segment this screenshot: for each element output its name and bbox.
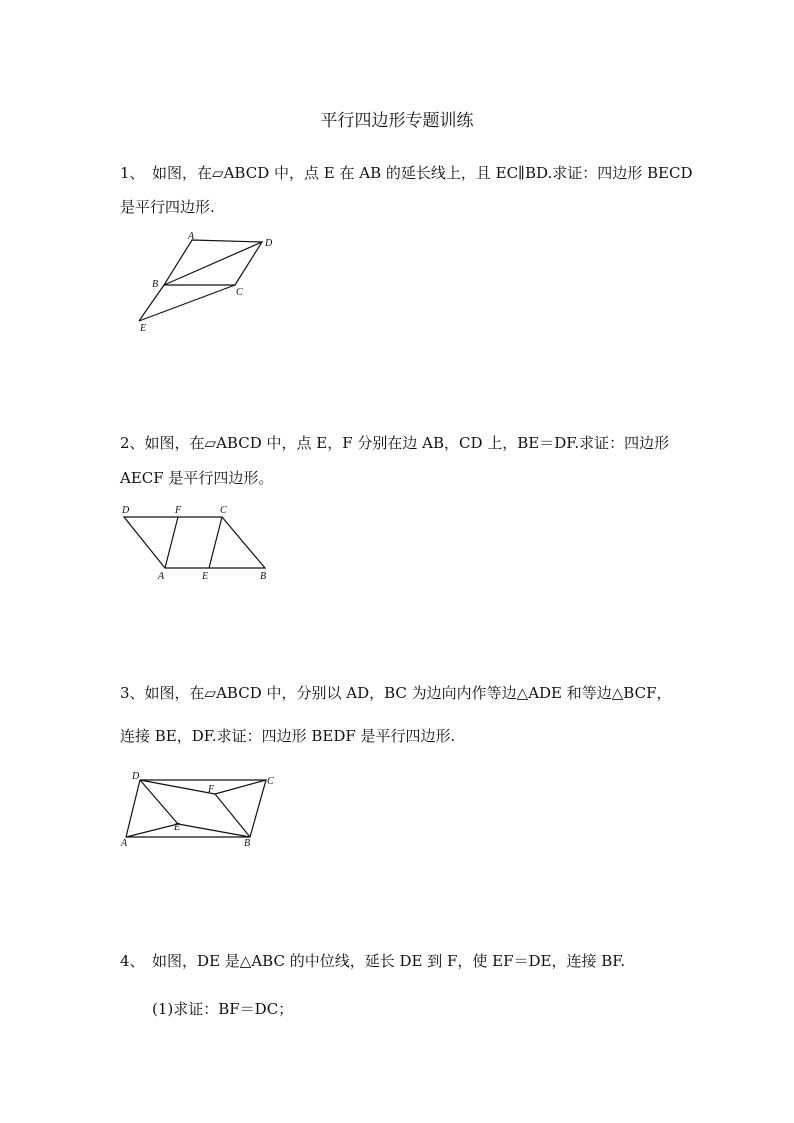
parallelogram-abcd xyxy=(124,517,265,568)
label-f: F xyxy=(208,784,215,795)
label-f: F xyxy=(175,505,182,516)
segment-ec xyxy=(139,285,235,321)
label-a: A xyxy=(158,571,165,582)
problem-4-subquestion-1: (1)求证：BF＝DC； xyxy=(152,1000,294,1018)
label-c: C xyxy=(267,776,274,787)
diagonal-bd xyxy=(164,242,262,285)
segment-df xyxy=(140,780,215,794)
label-a: A xyxy=(121,838,128,849)
problem-3-line-1: 3、如图，在▱ABCD 中，分别以 AD，BC 为边向内作等边△ADE 和等边△BCF， xyxy=(120,684,672,702)
problem-2-line-1: 2、如图，在▱ABCD 中，点 E，F 分别在边 AB，CD 上，BE＝DF.求证：四边形 xyxy=(120,434,670,452)
label-d: D xyxy=(122,505,130,516)
label-e: E xyxy=(202,571,209,582)
label-e: E xyxy=(140,323,147,334)
problem-2-figure xyxy=(118,502,278,584)
label-e: E xyxy=(174,822,181,833)
segment-ec xyxy=(209,517,222,568)
problem-1-line-1: 1、 如图，在▱ABCD 中，点 E 在 AB 的延长线上，且 EC∥BD.求证：四边形 BECD xyxy=(120,164,693,182)
problem-1-line-2: 是平行四边形. xyxy=(120,198,215,216)
problem-3-line-2: 连接 BE，DF.求证：四边形 BEDF 是平行四边形. xyxy=(120,727,456,745)
label-c: C xyxy=(236,287,243,298)
problem-2-line-2: AECF 是平行四边形。 xyxy=(120,469,274,487)
label-b: B xyxy=(152,279,159,290)
label-a: A xyxy=(188,231,195,242)
segment-eb xyxy=(178,824,250,837)
problem-3-figure xyxy=(118,768,283,852)
label-d: D xyxy=(265,238,273,249)
problem-1-figure xyxy=(132,228,282,338)
label-d: D xyxy=(132,771,140,782)
label-c: C xyxy=(220,505,227,516)
label-b: B xyxy=(260,571,267,582)
triangle-ade xyxy=(126,780,181,837)
label-b: B xyxy=(244,838,251,849)
problem-4-line-1: 4、 如图，DE 是△ABC 的中位线，延长 DE 到 F，使 EF＝DE，连接 BF. xyxy=(120,952,626,970)
segment-be xyxy=(139,285,164,321)
page-title: 平行四边形专题训练 xyxy=(320,111,474,131)
segment-af xyxy=(165,517,178,568)
